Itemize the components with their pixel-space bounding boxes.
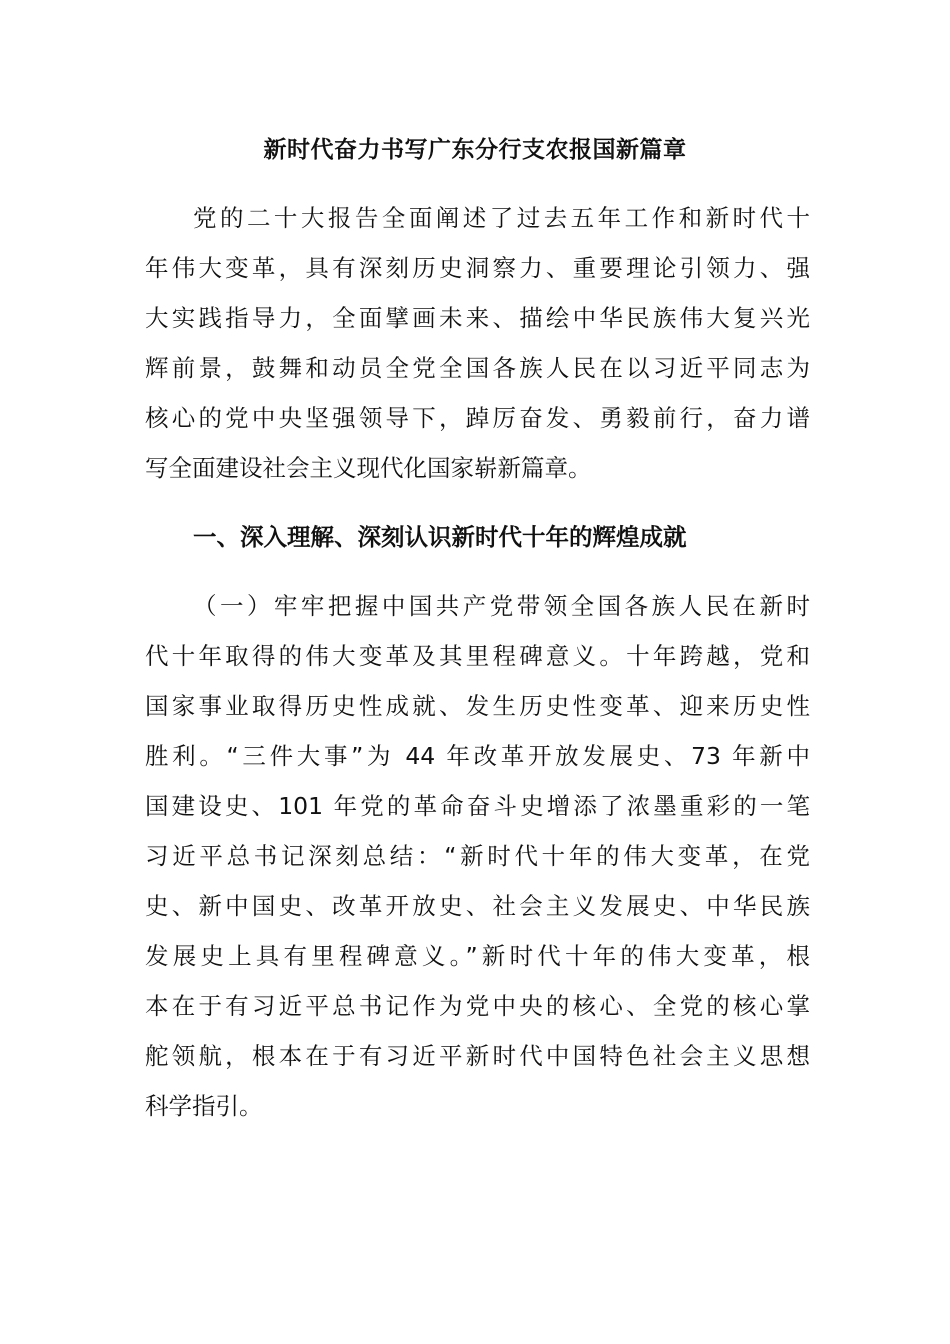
paragraph-2-line-3: 国家事业取得历史性成就、发生历史性变革、迎来历史性 (145, 692, 810, 720)
paragraph-2-line-11: 科学指引。 (145, 1092, 263, 1120)
paragraph-2-line-2: 代十年取得的伟大变革及其里程碑意义。十年跨越，党和 (145, 642, 810, 670)
paragraph-2-line-6: 习近平总书记深刻总结：“新时代十年的伟大变革，在党 (145, 842, 810, 870)
paragraph-2-line-8: 发展史上具有里程碑意义。”新时代十年的伟大变革，根 (145, 942, 810, 970)
paragraph-1-line-3: 大实践指导力，全面擘画未来、描绘中华民族伟大复兴光 (145, 304, 810, 332)
paragraph-2-line-9: 本在于有习近平总书记作为党中央的核心、全党的核心掌 (145, 992, 810, 1020)
paragraph-2-line-7: 史、新中国史、改革开放史、社会主义发展史、中华民族 (145, 892, 810, 920)
paragraph-1-line-2: 年伟大变革，具有深刻历史洞察力、重要理论引领力、强 (145, 254, 810, 282)
document-title: 新时代奋力书写广东分行支农报国新篇章 (263, 137, 687, 163)
paragraph-2-line-1: （一）牢牢把握中国共产党带领全国各族人民在新时 (193, 592, 810, 620)
paragraph-2-line-5: 国建设史、101 年党的革命奋斗史增添了浓墨重彩的一笔 (145, 792, 810, 820)
paragraph-1-line-6: 写全面建设社会主义现代化国家崭新篇章。 (145, 454, 592, 482)
paragraph-1-line-4: 辉前景，鼓舞和动员全党全国各族人民在以习近平同志为 (145, 354, 810, 382)
section-1-heading: 一、深入理解、深刻认识新时代十年的辉煌成就 (193, 523, 687, 551)
paragraph-2-line-10: 舵领航，根本在于有习近平新时代中国特色社会主义思想 (145, 1042, 810, 1070)
paragraph-1-line-5: 核心的党中央坚强领导下，踔厉奋发、勇毅前行，奋力谱 (145, 404, 810, 432)
paragraph-1-line-1: 党的二十大报告全面阐述了过去五年工作和新时代十 (193, 204, 810, 232)
paragraph-2-line-4: 胜利。“三件大事”为 44 年改革开放发展史、73 年新中 (145, 742, 810, 770)
